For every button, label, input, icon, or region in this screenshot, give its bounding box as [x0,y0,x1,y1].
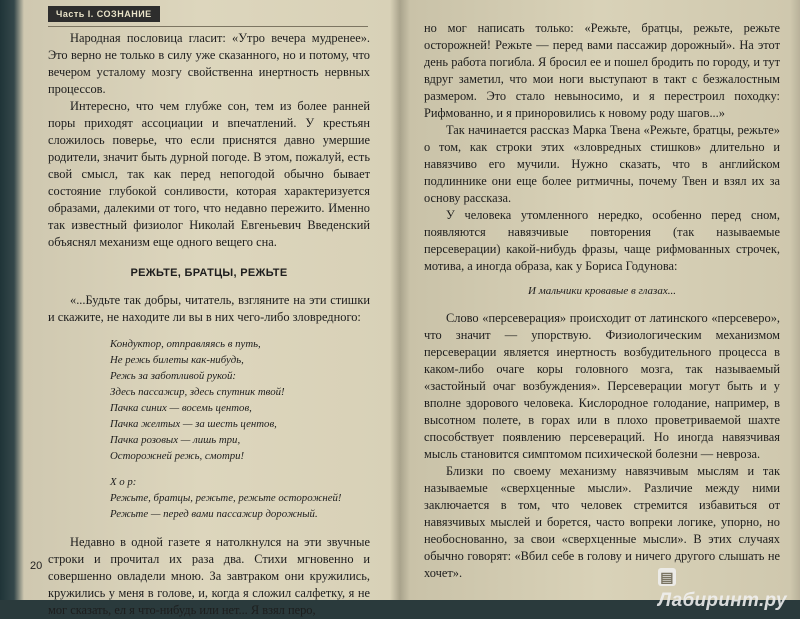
paragraph: Интересно, что чем глубже сон, тем из более ранней поры приходят ассоциации и впечатлений. У крестьян сложилось поверье, что если приснятся давно умершие родители, значит быть дурной погоде. В этом, пожалуй, есть свой смысл, так как перед непогодой обычно бывает состояние глубокой сонливости, которая характеризуется образами, далекими от того, что недавно пережито. Именно так известный физиолог Николай Евгеньевич Введенский объяснял механизм еще одного вещего сна. [48,99,370,249]
poem-line: Пачка желтых — за шесть центов, [110,418,277,430]
chorus-line: Х о р: [110,476,137,488]
paragraph: но мог написать только: «Режьте, братцы, режьте, режьте осторожней! Режьте — перед вами пассажир дорожный». На этот день работа погибла. Я бросил ее и пошел бродить по городу, и тут вдруг заметил, что мои ноги выступают в такт с безжалостным размером. Это стало невыносимо, и я перестроил походку: Рифмованно, и я приноровились к новому роду шагов...» [424,21,780,120]
paragraph: Недавно в одной газете я натолкнулся на эти звучные строки и прочитал их раза два. Стихи мгновенно и совершенно овладели мною. За завтраком они кружились, кружились у меня в голове, и, когда я сложил салфетку, я не мог сказать, ел я что-нибудь или нет... Я взял перо, [48,535,370,617]
book-icon: ▤ [658,568,676,586]
poem-line: Не режь билеты как-нибудь, [110,354,244,366]
paragraph: Слово «персеверация» происходит от латинского «персеверо», что значит — упорствую. Физиологическим механизмом персеверации является инертность возбудительного процесса в каком-либо очаге коры головного мозга, так называемый «застойный очаг возбуждения». Персеверации могут быть и у вполне здорового человека. Кислородное голодание, например, в высотном полете, в горах или в плохо проветриваемой шахте способствует появлению персевераций. Но иногда навязчивая мысль становится симптомом психической болезни — невроза. [424,311,780,461]
quote-paragraph: «...Будьте так добры, читатель, взгляните на эти стишки и скажите, не находите ли вы в них чего-либо зловредного: [48,293,370,324]
page-number: 20 [30,560,43,572]
paragraph: У человека утомленного нередко, особенно перед сном, появляются навязчивые повторения (так называемые персеверации) какой-нибудь фразы, чаще рифмованных строчек, мотива, а иногда образа, как у Бориса Годунова: [424,208,780,273]
poem-line: Пачка синих — восемь центов, [110,402,252,414]
poem-line: Здесь пассажир, здесь спутник твой! [110,386,285,398]
chorus [110,474,370,522]
running-header-label: Часть I. СОЗНАНИЕ [48,6,160,22]
poem-line: Режь за заботливой рукой: [110,370,237,382]
poem-line: Пачка розовых — лишь три, [110,434,241,446]
left-page [30,0,390,617]
paragraph: Народная пословица гласит: «Утро вечера мудренее». Это верно не только в силу уже сказанного, но и потому, что вечером усталому мозгу свойственна инертность нервных процессов. [48,31,370,96]
chorus-line: Режьте — перед вами пассажир дорожный. [110,508,318,520]
running-header [48,6,368,27]
watermark [658,568,800,612]
right-page [418,0,790,600]
epigraph: И мальчики кровавые в глазах... [528,285,676,297]
poem [110,336,370,464]
chorus-line: Режьте, братцы, режьте, режьте осторожней! [110,492,342,504]
section-heading: РЕЖЬТЕ, БРАТЦЫ, РЕЖЬТЕ [130,267,288,279]
watermark-text: Лабиринт.ру [658,590,787,611]
left-page-body [48,30,370,619]
paragraph: Близки по своему механизму навязчивым мыслям и так называемые «сверхценные мысли». Различие между ними заключается в том, что человек стремится избавиться от навязчивых мыслей и борется, часто вопреки логике, упорно, но необоснованно, за свои «сверхценные мысли». В этих случаях обычно говорят: «Вбил себе в голову и ничего другого слышать не хочет». [424,464,780,580]
poem-line: Кондуктор, отправляясь в путь, [110,338,261,350]
paragraph: Так начинается рассказ Марка Твена «Режьте, братцы, режьте» о том, как строки этих «зловредных стишков» длительно и навязчиво его мучили. Нужно сказать, что в английском подлиннике они еще более ритмичны, почему Твен и взял их за основу рассказа. [424,123,780,205]
poem-line: Осторожней режь, смотри! [110,450,245,462]
right-page-body [424,20,780,582]
